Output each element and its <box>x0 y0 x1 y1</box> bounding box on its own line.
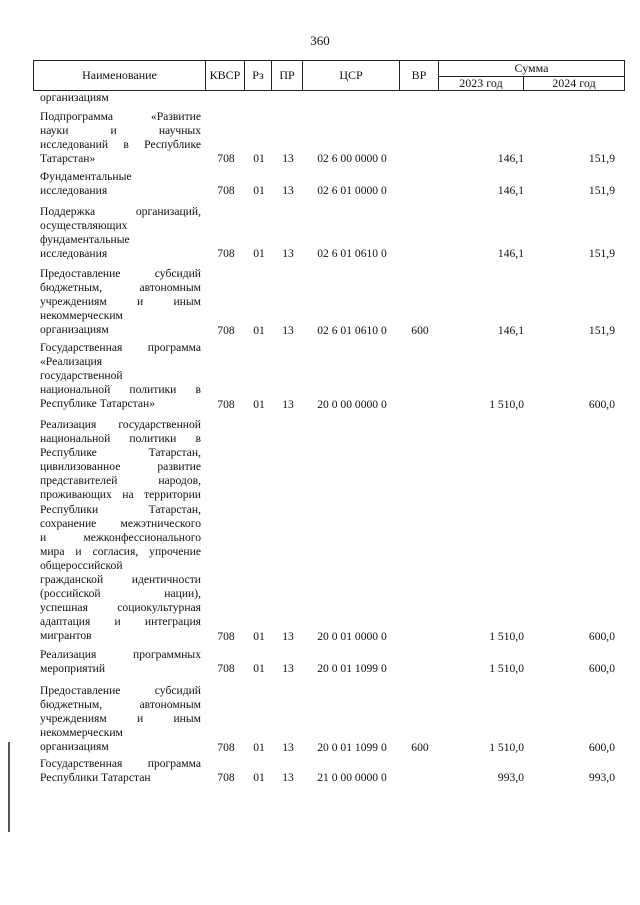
row-name-line: Реализация программных <box>40 648 201 661</box>
row-csr: 02 6 01 0610 0 <box>317 247 387 261</box>
row-sum-2023: 1 510,0 <box>489 662 524 676</box>
row-pr: 13 <box>282 771 294 785</box>
row-name-line: проживающих на территории <box>40 488 201 502</box>
table-row <box>0 91 640 105</box>
row-name-line: успешная социокультурная <box>40 601 201 615</box>
row-name-line: общероссийской <box>40 558 123 572</box>
row-csr: 20 0 01 0000 0 <box>317 629 387 643</box>
row-name-line: мира и согласия, упрочение <box>40 544 201 558</box>
row-name-line: организациям <box>40 323 109 337</box>
row-name-line: Предоставление субсидий <box>40 684 201 697</box>
row-sum-2024: 993,0 <box>588 771 615 785</box>
row-csr: 21 0 00 0000 0 <box>317 771 387 785</box>
table-row <box>0 648 640 676</box>
row-name <box>40 267 201 337</box>
row-pr: 13 <box>282 629 294 643</box>
row-name-line: Реализация государственной <box>40 418 201 431</box>
row-sum-2023: 146,1 <box>497 247 524 261</box>
row-kvsr: 708 <box>217 152 235 166</box>
row-name-line: Республики Татарстан <box>40 771 151 785</box>
row-name-line: гражданской идентичности <box>40 573 201 587</box>
header-2023: 2023 год <box>438 76 524 91</box>
row-name-line: Поддержка организаций, <box>40 205 201 218</box>
row-name-line: представителей народов, <box>40 474 201 488</box>
row-sum-2024: 600,0 <box>588 397 615 411</box>
row-sum-2023: 1 510,0 <box>489 740 524 754</box>
row-sum-2023: 146,1 <box>497 323 524 337</box>
row-name-line: Республике Татарстан» <box>40 397 156 411</box>
header-2024: 2024 год <box>523 76 625 91</box>
header-kvsr: КВСР <box>205 60 245 91</box>
row-name-line: науки и научных <box>40 124 201 138</box>
row-name-line: «Реализация <box>40 355 103 369</box>
row-name-line: мероприятий <box>40 662 106 676</box>
row-kvsr: 708 <box>217 662 235 676</box>
row-csr: 20 0 00 0000 0 <box>317 397 387 411</box>
row-pr: 13 <box>282 397 294 411</box>
row-name <box>40 170 201 198</box>
header-csr: ЦСР <box>302 60 400 91</box>
row-name-line: учреждениям и иным <box>40 712 201 726</box>
row-sum-2024: 600,0 <box>588 740 615 754</box>
row-name-line: Татарстан» <box>40 152 96 166</box>
row-kvsr: 708 <box>217 247 235 261</box>
row-name-line: Фундаментальные <box>40 170 132 183</box>
table-row <box>0 341 640 412</box>
row-rz: 01 <box>253 247 265 261</box>
row-name-line: фундаментальные <box>40 233 130 247</box>
row-name <box>40 418 201 644</box>
row-name-line: организациям <box>40 740 109 754</box>
row-csr: 02 6 00 0000 0 <box>317 152 387 166</box>
row-sum-2023: 1 510,0 <box>489 629 524 643</box>
row-sum-2023: 1 510,0 <box>489 397 524 411</box>
header-vr: ВР <box>399 60 439 91</box>
row-name-line: государственной <box>40 369 123 383</box>
table-header <box>33 60 625 91</box>
row-name-line: некоммерческим <box>40 309 123 323</box>
row-name-line: некоммерческим <box>40 726 123 740</box>
row-name-line: исследования <box>40 247 108 261</box>
row-csr: 02 6 01 0000 0 <box>317 184 387 198</box>
row-name-line: бюджетным, автономным <box>40 281 201 295</box>
row-kvsr: 708 <box>217 740 235 754</box>
row-name-line: Подпрограмма «Развитие <box>40 110 201 123</box>
row-rz: 01 <box>253 771 265 785</box>
table-row <box>0 205 640 261</box>
header-rz: Рз <box>244 60 272 91</box>
row-sum-2023: 146,1 <box>497 152 524 166</box>
row-name <box>40 91 201 105</box>
row-sum-2024: 151,9 <box>588 247 615 261</box>
row-vr: 600 <box>411 323 429 337</box>
row-name-line: исследований в Республике <box>40 138 201 152</box>
row-kvsr: 708 <box>217 184 235 198</box>
row-pr: 13 <box>282 247 294 261</box>
table-row <box>0 170 640 198</box>
row-name-line: национальной политики в <box>40 432 201 446</box>
row-name-line: учреждениям и иным <box>40 295 201 309</box>
scan-edge-line <box>8 742 10 832</box>
row-name-line: национальной политики в <box>40 383 201 397</box>
row-name <box>40 757 201 785</box>
row-name-line: организациям <box>40 91 109 104</box>
row-name-line: Республики Татарстан, <box>40 502 201 516</box>
row-name-line: и межконфессионального <box>40 530 201 544</box>
page-number: 360 <box>310 33 330 48</box>
row-sum-2024: 600,0 <box>588 662 615 676</box>
row-sum-2024: 151,9 <box>588 184 615 198</box>
row-name <box>40 684 201 754</box>
row-name-line: исследования <box>40 184 108 198</box>
row-name <box>40 648 201 676</box>
header-sum: Сумма <box>438 60 625 77</box>
row-rz: 01 <box>253 662 265 676</box>
row-kvsr: 708 <box>217 323 235 337</box>
row-rz: 01 <box>253 152 265 166</box>
row-name-line: сохранение межэтнического <box>40 516 201 530</box>
row-name-line: Республике Татарстан, <box>40 446 201 460</box>
row-sum-2023: 993,0 <box>497 771 524 785</box>
row-name-line: адаптация и интеграция <box>40 615 201 629</box>
row-pr: 13 <box>282 152 294 166</box>
row-vr: 600 <box>411 740 429 754</box>
row-csr: 02 6 01 0610 0 <box>317 323 387 337</box>
row-pr: 13 <box>282 662 294 676</box>
row-name-line: цивилизованное развитие <box>40 460 201 474</box>
row-name <box>40 341 201 411</box>
table-row <box>0 684 640 755</box>
row-pr: 13 <box>282 184 294 198</box>
row-csr: 20 0 01 1099 0 <box>317 740 387 754</box>
table-row <box>0 418 640 644</box>
row-name-line: осуществляющих <box>40 219 128 233</box>
row-sum-2024: 151,9 <box>588 323 615 337</box>
row-name-line: мигрантов <box>40 629 92 643</box>
row-sum-2024: 600,0 <box>588 629 615 643</box>
row-kvsr: 708 <box>217 629 235 643</box>
row-name-line: Государственная программа <box>40 757 201 770</box>
row-name <box>40 110 201 166</box>
table-row <box>0 267 640 338</box>
table-row <box>0 110 640 166</box>
row-kvsr: 708 <box>217 397 235 411</box>
row-name-line: Предоставление субсидий <box>40 267 201 280</box>
row-sum-2024: 151,9 <box>588 152 615 166</box>
row-kvsr: 708 <box>217 771 235 785</box>
row-rz: 01 <box>253 629 265 643</box>
row-name-line: Государственная программа <box>40 341 201 354</box>
table-row <box>0 757 640 785</box>
row-name-line: бюджетным, автономным <box>40 698 201 712</box>
row-pr: 13 <box>282 740 294 754</box>
row-rz: 01 <box>253 740 265 754</box>
row-rz: 01 <box>253 397 265 411</box>
row-name <box>40 205 201 261</box>
row-sum-2023: 146,1 <box>497 184 524 198</box>
row-pr: 13 <box>282 323 294 337</box>
row-name-line: (российской нации), <box>40 587 201 601</box>
header-name: Наименование <box>33 60 206 91</box>
row-csr: 20 0 01 1099 0 <box>317 662 387 676</box>
header-pr: ПР <box>271 60 303 91</box>
row-rz: 01 <box>253 184 265 198</box>
row-rz: 01 <box>253 323 265 337</box>
